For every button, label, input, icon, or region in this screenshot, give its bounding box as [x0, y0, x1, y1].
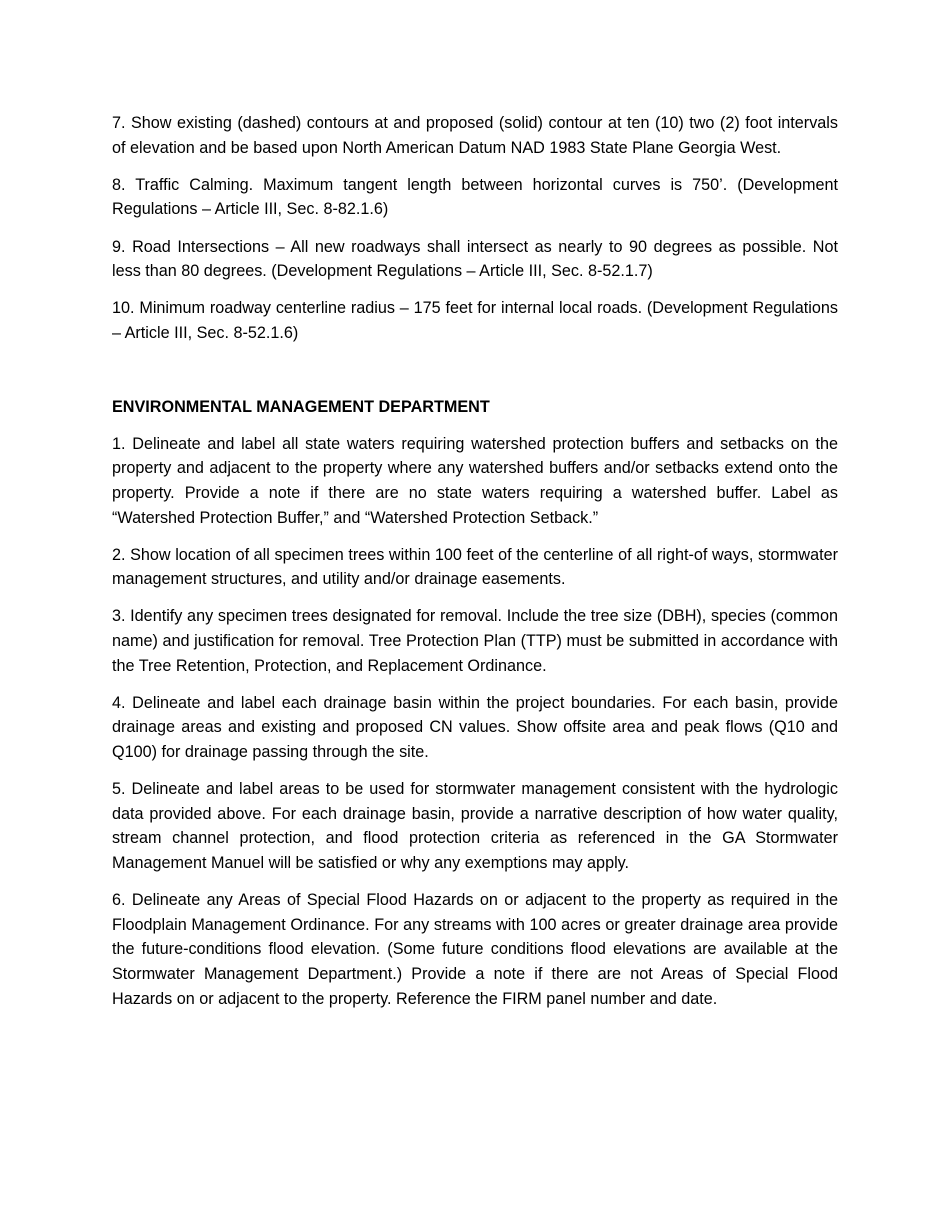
item-8: 8. Traffic Calming. Maximum tangent length between horizontal curves is 750’. (Development Regulations – Article III, Sec. 8-82.1.6)	[112, 175, 838, 219]
item-7: 7. Show existing (dashed) contours at and proposed (solid) contour at ten (10) two (2) foot intervals of elevation and be based upon North American Datum NAD 1983 State Plane Georgia West.	[112, 114, 838, 157]
document-page	[112, 111, 838, 1024]
env-item-2: 2. Show location of all specimen trees within 100 feet of the centerline of all right-of ways, stormwater management structures, and utility and/or drainage easements.	[112, 545, 838, 589]
env-item-6: 6. Delineate any Areas of Special Flood Hazards on or adjacent to the property as required in the Floodplain Management Ordinance. For any streams with 100 acres or greater drainage area provide the future-conditions flood elevation. (Some future conditions flood elevations are available at the Stormwater Management Department.) Provide a note if there are not Areas of Special Flood Hazards on or adjacent to the property. Reference the FIRM panel number and date.	[112, 891, 838, 1008]
section-heading-environmental: ENVIRONMENTAL MANAGEMENT DEPARTMENT	[112, 397, 490, 416]
env-item-5: 5. Delineate and label areas to be used for stormwater management consistent with the hydrologic data provided above. For each drainage basin, provide a narrative description of how water quality, stream channel protection, and flood protection criteria as referenced in the GA Stormwater Management Manuel will be satisfied or why any exemptions may apply.	[112, 780, 838, 872]
item-9: 9. Road Intersections – All new roadways shall intersect as nearly to 90 degrees as possible. Not less than 80 degrees. (Development Regulations – Article III, Sec. 8-52.1.7)	[112, 237, 838, 281]
env-item-1: 1. Delineate and label all state waters requiring watershed protection buffers and setbacks on the property and adjacent to the property where any watershed buffers and/or setbacks extend onto the property. Provide a note if there are no state waters requiring a watershed buffer. Label as “Watershed Protection Buffer,” and “Watershed Protection Setback.”	[112, 434, 838, 527]
env-item-3: 3. Identify any specimen trees designated for removal. Include the tree size (DBH), species (common name) and justification for removal. Tree Protection Plan (TTP) must be submitted in accordance with the Tree Retention, Protection, and Replacement Ordinance.	[112, 607, 838, 675]
env-item-4: 4. Delineate and label each drainage basin within the project boundaries. For each basin, provide drainage areas and existing and proposed CN values. Show offsite area and peak flows (Q10 and Q100) for drainage passing through the site.	[112, 693, 838, 762]
item-10: 10. Minimum roadway centerline radius – 175 feet for internal local roads. (Development Regulations – Article III, Sec. 8-52.1.6)	[112, 299, 838, 342]
